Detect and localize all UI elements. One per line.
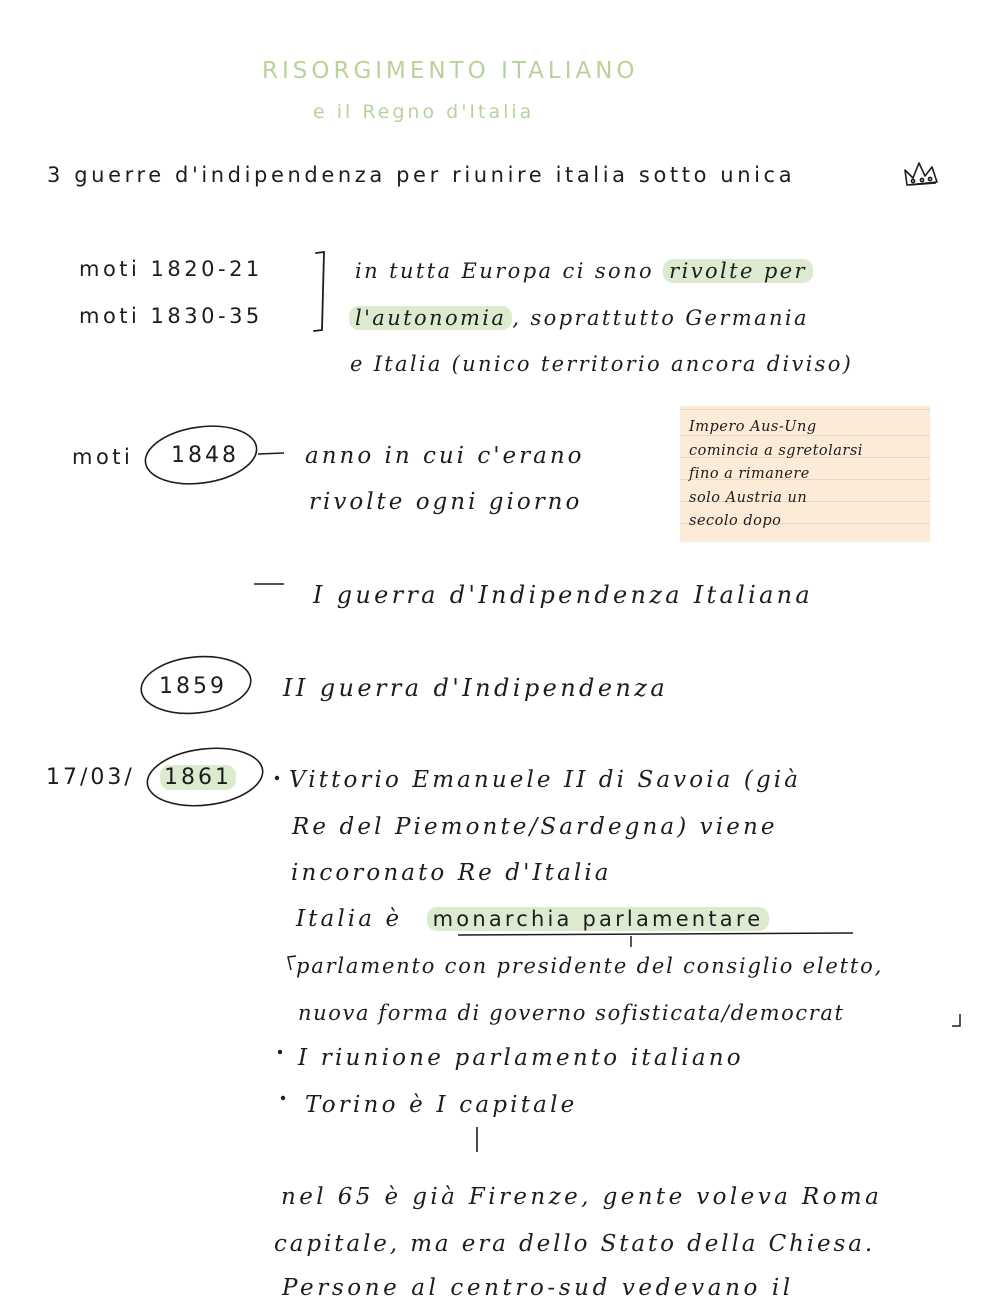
bullet1-line2: Re del Piemonte/Sardegna) viene	[292, 814, 778, 840]
sticky-note-line: solo Austria un	[689, 489, 808, 506]
underline-monarchia	[458, 933, 853, 935]
bracket-moti	[314, 252, 324, 331]
highlight-autonomia: l'autonomia	[349, 306, 512, 330]
bullet-dot	[281, 1096, 285, 1100]
bullet-dot	[278, 1050, 282, 1054]
date-prefix: 17/03/	[46, 765, 135, 790]
bracket-line2: nuova forma di governo sofisticata/democrat	[298, 1001, 845, 1025]
sticky-note-line: fino a rimanere	[689, 466, 810, 482]
bracket-open	[288, 956, 296, 970]
moti-1830-label: moti 1830-35	[79, 304, 263, 328]
sticky-note	[680, 406, 930, 542]
moti-1848-line1: anno in cui c'erano	[305, 443, 585, 469]
moti-early-text-line3: e Italia (unico territorio ancora diviso)	[350, 352, 854, 376]
monarchy-prefix: Italia è	[296, 906, 403, 932]
year-1861	[160, 767, 236, 789]
war1-text: I guerra d'Indipendenza Italiana	[313, 581, 814, 609]
bracket-line1: parlamento con presidente del consiglio eletto,	[296, 954, 884, 978]
dash-1848	[258, 453, 284, 454]
capital-line1: nel 65 è già Firenze, gente voleva Roma	[281, 1184, 883, 1210]
bullet1-line3: incoronato Re d'Italia	[291, 860, 612, 886]
moti-1848-line2: rivolte ogni giorno	[309, 489, 583, 515]
sticky-note-line: secolo dopo	[689, 513, 782, 529]
intro-text: 3 guerre d'indipendenza per riunire italia sotto unica	[47, 163, 796, 187]
capital-line2: capitale, ma era dello Stato della Chiesa.	[274, 1231, 876, 1257]
moti-early-text-line1	[355, 261, 813, 282]
page-title: RISORGIMENTO ITALIANO	[262, 58, 639, 84]
moti-early-text-suffix: , soprattutto Germania	[512, 306, 809, 330]
moti-early-text-line2	[349, 308, 809, 329]
moti-early-text-prefix: in tutta Europa ci sono	[355, 259, 655, 283]
year-1859: 1859	[159, 674, 227, 699]
bullet2-text: I riunione parlamento italiano	[298, 1045, 744, 1071]
moti-1820-label: moti 1820-21	[79, 257, 263, 281]
sticky-note-line: comincia a sgretolarsi	[689, 442, 863, 459]
highlight-rivolte: rivolte per	[663, 259, 813, 283]
crown-icon	[905, 163, 937, 185]
bullet1-line1: Vittorio Emanuele II di Savoia (già	[289, 767, 802, 793]
monarchy-line	[296, 908, 769, 931]
moti-1848-label: moti	[72, 445, 134, 469]
bullet-dot	[275, 776, 279, 780]
year-1848: 1848	[171, 443, 239, 468]
bullet3-text: Torino è I capitale	[305, 1092, 578, 1118]
page-subtitle: e il Regno d'Italia	[313, 101, 535, 123]
sticky-note-line: Impero Aus-Ung	[689, 419, 817, 435]
bracket-close	[952, 1014, 960, 1026]
capital-line3: Persone al centro-sud vedevano il	[282, 1275, 794, 1301]
war2-text: II guerra d'Indipendenza	[283, 674, 669, 702]
highlight-1861: 1861	[160, 765, 236, 790]
highlight-monarchia: monarchia parlamentare	[427, 907, 770, 931]
